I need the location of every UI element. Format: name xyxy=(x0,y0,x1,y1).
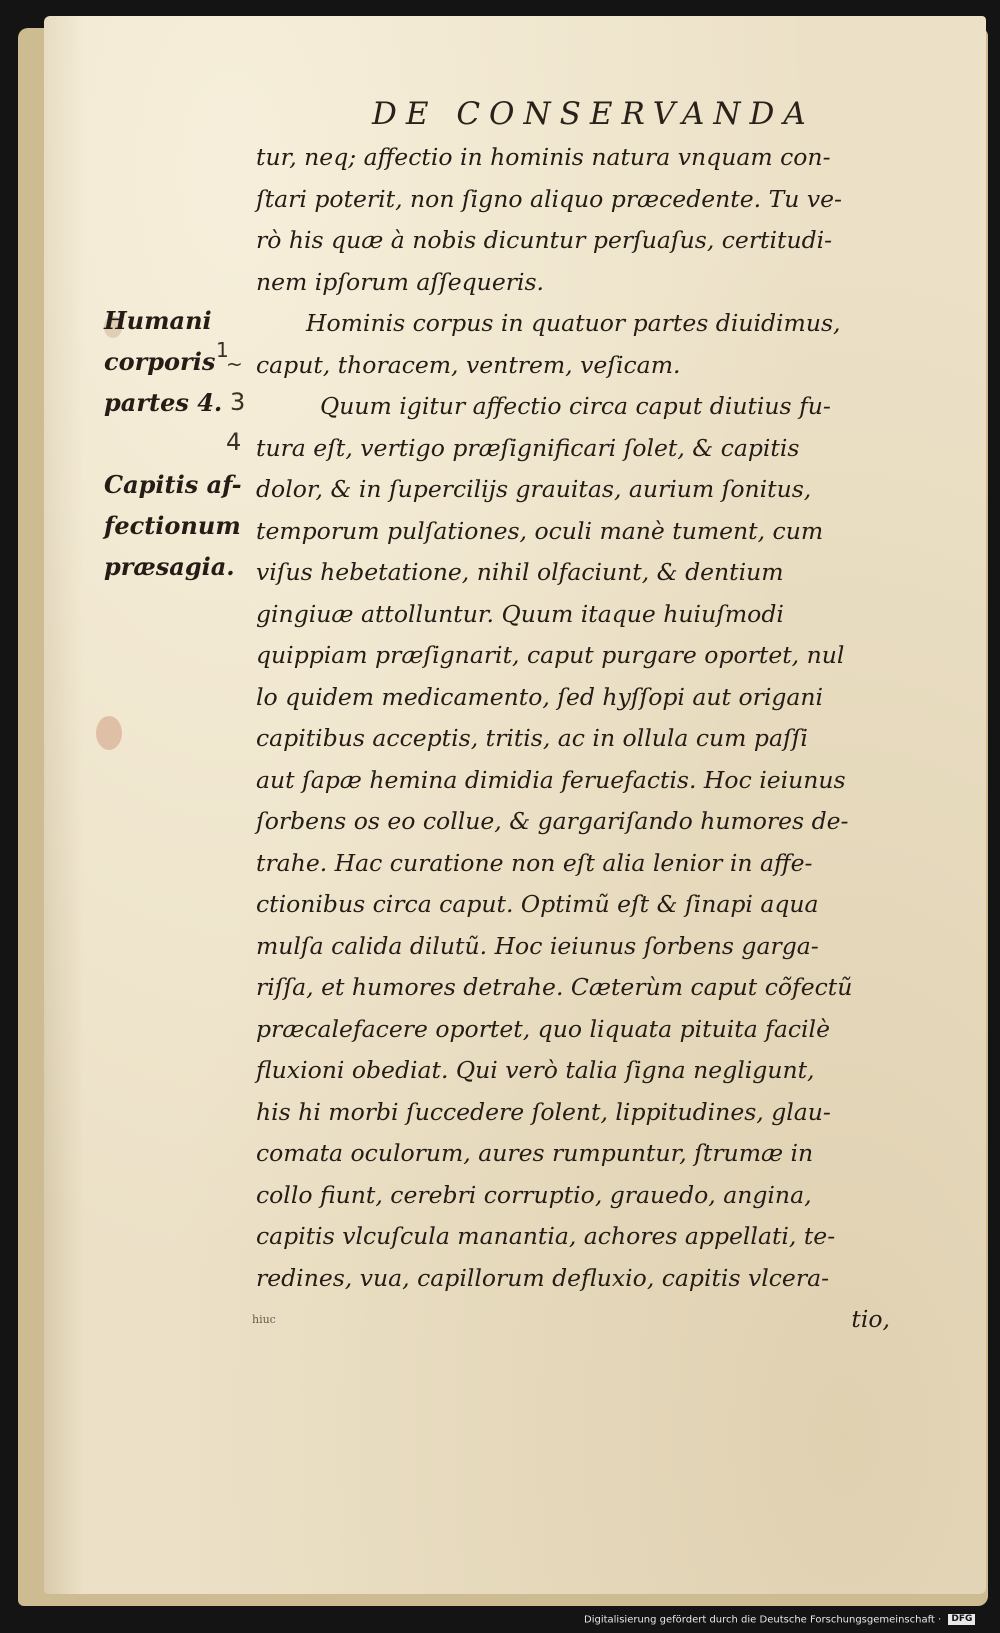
margin-note-fectionum: fectionum xyxy=(104,511,241,540)
text-line: mulſa calida dilutũ. Hoc ieiunus ſorbens garga- xyxy=(256,931,819,960)
text-line: ſtari poterit, non ſigno aliquo præcedente. Tu ve- xyxy=(256,184,842,213)
paper-stain xyxy=(96,716,122,750)
text-line: tur, neq; affectio in hominis natura vnquam con- xyxy=(256,143,831,171)
text-line: caput, thoracem, ventrem, veſicam. xyxy=(256,350,681,379)
text-line: fluxioni obediat. Qui verò talia ſigna negligunt, xyxy=(256,1056,815,1084)
handwritten-mark: 1 xyxy=(216,338,229,362)
signature-mark: hiuc xyxy=(252,1313,276,1326)
running-head: DE CONSERVANDA xyxy=(372,96,815,132)
digitization-footer xyxy=(584,1614,975,1626)
text-line: præcalefacere oportet, quo liquata pituita facilè xyxy=(256,1014,830,1043)
text-line: lo quidem medicamento, ſed hyſſopi aut origani xyxy=(256,682,824,711)
text-line: rò his quæ à nobis dicuntur perſuaſus, certitudi- xyxy=(256,226,833,254)
text-line: aut ſapæ hemina dimidia feruefactis. Hoc ieiunus xyxy=(256,765,846,794)
text-line: viſus hebetatione, nihil olfaciunt, & dentium xyxy=(256,558,784,586)
text-line: nem ipſorum aſſequeris. xyxy=(256,267,545,296)
text-line: temporum pulſationes, oculi manè tument, cum xyxy=(256,516,824,545)
text-line: trahe. Hac curatione non eſt alia lenior in affe- xyxy=(256,848,813,877)
text-line: capitibus acceptis, tritis, ac in ollula cum paſſi xyxy=(256,724,808,752)
text-line: ctionibus circa caput. Optimũ eſt & ſinapi aqua xyxy=(256,890,819,918)
text-line: gingiuæ attolluntur. Quum itaque huiuſmodi xyxy=(256,599,784,628)
handwritten-mark: ~ xyxy=(226,352,243,376)
text-line: his hi morbi ſuccedere ſolent, lippitudines, glau- xyxy=(256,1097,831,1126)
handwritten-mark: 3 xyxy=(230,388,246,416)
handwritten-mark: 4 xyxy=(226,428,242,456)
text-line: Hominis corpus in quatuor partes diuidimus, xyxy=(306,309,841,337)
dfg-logo: DFG xyxy=(948,1614,975,1625)
text-line: quippiam præſignarit, caput purgare oportet, nul xyxy=(256,641,845,669)
text-line: ſorbens os eo collue, & gargariſando humores de- xyxy=(256,807,849,835)
margin-note-partes: partes 4. xyxy=(104,388,223,417)
text-line: dolor, & in ſuperciliјs grauitas, aurium ſonitus, xyxy=(256,475,812,503)
footer-text: Digitalisierung gefördert durch die Deutsche Forschungsgemeinschaft · xyxy=(584,1614,942,1626)
text-line: redines, vua, capillorum defluxio, capitis vlcera- xyxy=(256,1263,830,1292)
margin-note-corporis: corporis xyxy=(104,347,216,376)
text-line: Quum igitur affectio circa caput diutius fu- xyxy=(320,392,831,420)
catchword: tio, xyxy=(851,1305,890,1333)
body-text xyxy=(256,137,896,1341)
text-line: comata oculorum, aures rumpuntur, ſtrumæ in xyxy=(256,1139,814,1167)
text-line: collo fiunt, cerebri corruptio, grauedo, angina, xyxy=(256,1180,812,1209)
text-line: capitis vlcuſcula manantia, achores appellati, te- xyxy=(256,1222,836,1250)
text-line: riſſa, et humores detrahe. Cæterùm caput cõfectũ xyxy=(256,973,853,1001)
margin-note-capitis: Capitis af- xyxy=(104,470,242,499)
margin-note-humani: Humani xyxy=(104,306,212,335)
text-line: tura eſt, vertigo præſignificari ſolet, & capitis xyxy=(256,433,800,462)
margin-note-praesagia: præsagia. xyxy=(104,552,235,581)
